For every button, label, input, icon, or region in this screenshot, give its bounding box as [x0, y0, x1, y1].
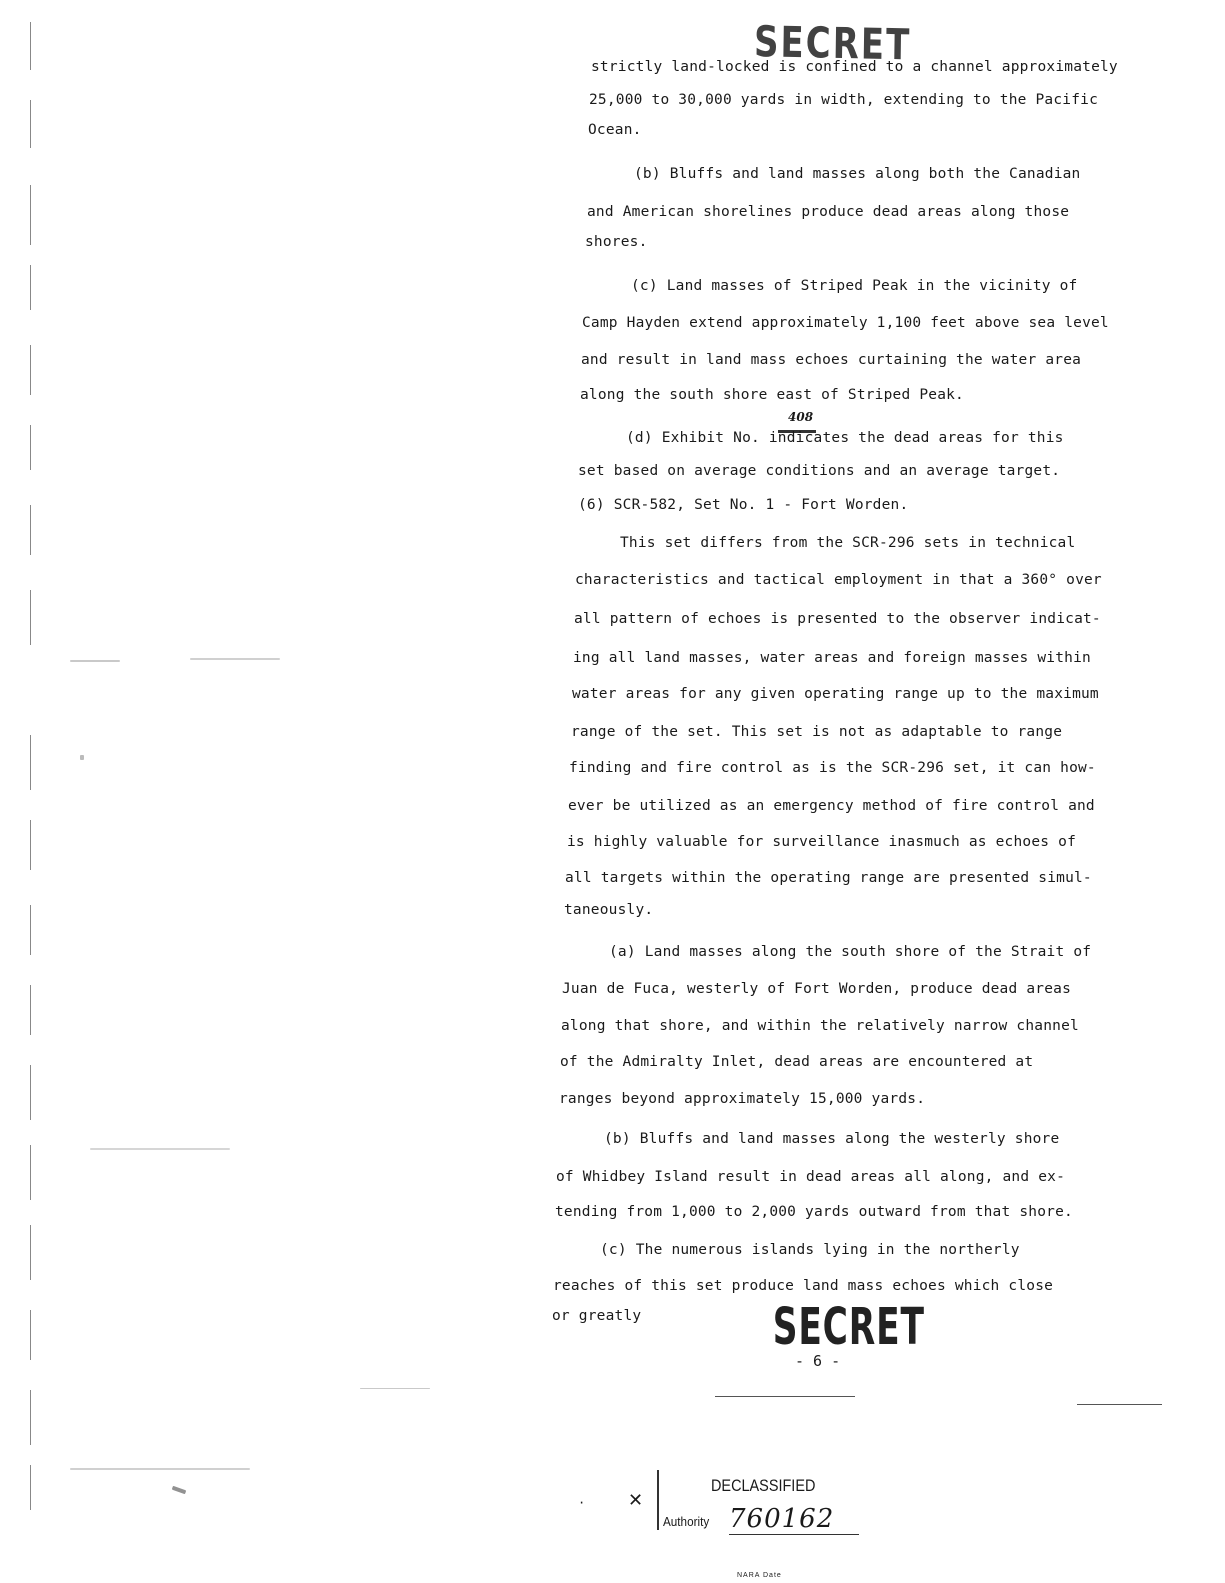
- text-line: ranges beyond approximately 15,000 yards.: [559, 1091, 926, 1107]
- text-line: of Whidbey Island result in dead areas all along, and ex-: [556, 1169, 1065, 1185]
- margin-mark: [30, 185, 31, 245]
- text-line: is highly valuable for surveillance inasmuch as echoes of: [567, 834, 1076, 850]
- text-line: reaches of this set produce land mass echoes which close: [553, 1278, 1054, 1294]
- scan-speck: [80, 755, 84, 760]
- text-line: characteristics and tactical employment in that a 360° over: [575, 572, 1102, 588]
- text-line: of the Admiralty Inlet, dead areas are encountered at: [560, 1054, 1034, 1070]
- text-line: taneously.: [564, 902, 654, 918]
- page-number: - 6 -: [795, 1352, 841, 1370]
- text-line: (6) SCR-582, Set No. 1 - Fort Worden.: [578, 497, 909, 513]
- margin-mark: [30, 345, 31, 395]
- text-line: ever be utilized as an emergency method of fire control and: [568, 798, 1095, 814]
- text-line: (b) Bluffs and land masses along the westerly shore: [604, 1131, 1060, 1147]
- text-line: (c) The numerous islands lying in the northerly: [600, 1242, 1020, 1258]
- text-line: and American shorelines produce dead areas along those: [587, 204, 1070, 220]
- text-line: shores.: [585, 234, 648, 250]
- margin-mark: [30, 265, 31, 310]
- margin-mark: [30, 22, 31, 70]
- text-line: along that shore, and within the relatively narrow channel: [561, 1018, 1079, 1034]
- text-line: all targets within the operating range are presented simul-: [565, 870, 1092, 886]
- text-line: strictly land-locked is confined to a channel approximately: [591, 59, 1118, 75]
- text-line: (a) Land masses along the south shore of the Strait of: [609, 944, 1092, 960]
- margin-mark: [30, 820, 31, 870]
- text-line: Juan de Fuca, westerly of Fort Worden, produce dead areas: [562, 981, 1071, 997]
- margin-mark: [30, 425, 31, 470]
- stamp-border: [657, 1470, 659, 1530]
- declassified-stamp: [657, 1470, 867, 1560]
- text-line: along the south shore east of Striped Peak.: [580, 387, 964, 403]
- scan-speck: [70, 660, 120, 662]
- text-line: ing all land masses, water areas and foreign masses within: [573, 650, 1091, 666]
- text-line: (c) Land masses of Striped Peak in the vicinity of: [631, 278, 1078, 294]
- text-line: (b) Bluffs and land masses along both the Canadian: [634, 166, 1081, 182]
- authority-label: Authority: [663, 1514, 710, 1529]
- margin-mark: [30, 1225, 31, 1280]
- check-mark-icon: ✕: [628, 1490, 644, 1511]
- margin-mark: [30, 985, 31, 1035]
- text-line: finding and fire control as is the SCR-296 set, it can how-: [569, 760, 1096, 776]
- margin-mark: [30, 590, 31, 645]
- margin-mark: [30, 505, 31, 555]
- text-line: range of the set. This set is not as adaptable to range: [571, 724, 1063, 740]
- scan-speck: [70, 1468, 250, 1470]
- text-line: set based on average conditions and an average target.: [578, 463, 1061, 479]
- text-line: (d) Exhibit No. indicates the dead areas for this: [626, 430, 1064, 446]
- authority-value: 760162: [729, 1504, 859, 1535]
- security-stamp-bottom: SECRET: [772, 1297, 925, 1356]
- divider: [715, 1396, 855, 1397]
- margin-mark: [30, 1390, 31, 1445]
- divider: [1077, 1404, 1162, 1405]
- security-stamp-top: SECRET: [753, 17, 912, 71]
- margin-mark: [30, 1465, 31, 1510]
- scan-speck: [360, 1388, 430, 1389]
- text-line: Camp Hayden extend approximately 1,100 feet above sea level: [582, 315, 1109, 331]
- text-line: and result in land mass echoes curtaining the water area: [581, 352, 1082, 368]
- margin-mark: [30, 905, 31, 955]
- scan-speck: [172, 1486, 187, 1495]
- margin-mark: [30, 1065, 31, 1120]
- margin-mark: [30, 100, 31, 148]
- scan-speck: ·: [578, 1496, 586, 1510]
- text-line: water areas for any given operating range up to the maximum: [572, 686, 1099, 702]
- scan-speck: [190, 658, 280, 660]
- declassified-title: DECLASSIFIED: [711, 1476, 816, 1495]
- handwritten-exhibit-number: 408: [788, 410, 814, 424]
- scan-speck: [90, 1148, 230, 1150]
- text-line: or greatly: [552, 1308, 642, 1324]
- text-line: 25,000 to 30,000 yards in width, extending to the Pacific: [589, 92, 1098, 108]
- nara-date-label: NARA Date: [737, 1572, 782, 1579]
- margin-mark: [30, 1310, 31, 1360]
- margin-mark: [30, 1145, 31, 1200]
- text-line: tending from 1,000 to 2,000 yards outward from that shore.: [555, 1204, 1073, 1220]
- text-line: all pattern of echoes is presented to the observer indicat-: [574, 611, 1101, 627]
- text-line: This set differs from the SCR-296 sets in technical: [620, 535, 1076, 551]
- text-line: Ocean.: [588, 122, 642, 138]
- margin-mark: [30, 735, 31, 790]
